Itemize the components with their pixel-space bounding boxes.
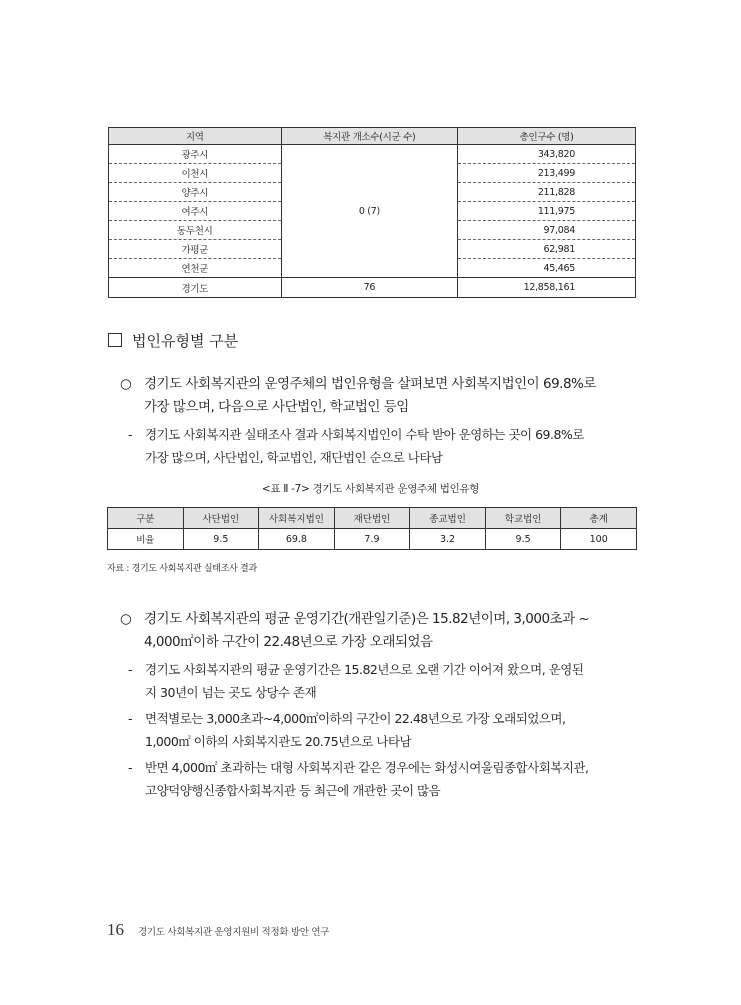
page-footer: [107, 920, 329, 940]
bullet-text-line: 가장 많으며, 다음으로 사단법인, 학교법인 등임: [144, 399, 409, 415]
bullet-text-line: 경기도 사회복지관의 운영주체의 법인유형을 살펴보면 사회복지법인이 69.8%로: [144, 376, 596, 392]
header-total: 총계: [561, 508, 637, 529]
section-title: 법인유형별 구분: [132, 332, 239, 350]
cell-region: 여주시: [109, 202, 282, 221]
cell-value: 9.5: [183, 529, 259, 550]
square-bullet-icon: [108, 333, 122, 347]
table-header-row: [108, 508, 637, 529]
source-note: 자료 : 경기도 사회복지관 실태조사 결과: [107, 564, 257, 574]
cell-value: 100: [561, 529, 637, 550]
cell-total-count: 76: [281, 278, 458, 298]
corporation-type-table: [107, 507, 637, 550]
sub-bullet-item: [128, 756, 640, 802]
cell-population: 111,975: [458, 202, 636, 221]
sub-bullet-text-line: 고양덕양행신종합사회복지관 등 최근에 개관한 곳이 많음: [145, 783, 441, 798]
header-region: 지역: [109, 128, 282, 145]
bullet-text-line: 4,000㎡이하 구간이 22.48년으로 가장 오래되었음: [144, 634, 433, 650]
circle-bullet-icon: ○: [120, 611, 132, 627]
sub-bullet-text-line: 경기도 사회복지관의 평균 운영기간은 15.82년으로 오랜 기간 이어져 왔으며, 운영된: [145, 662, 584, 677]
cell-value: 3.2: [410, 529, 486, 550]
cell-total-region: 경기도: [109, 278, 282, 298]
cell-region: 연천군: [109, 259, 282, 278]
cell-region: 가평군: [109, 240, 282, 259]
cell-population: 97,084: [458, 221, 636, 240]
cell-population: 343,820: [458, 145, 636, 164]
cell-value: 7.9: [334, 529, 410, 550]
table-header-row: [109, 128, 636, 145]
cell-label: 비율: [108, 529, 184, 550]
cell-region: 양주시: [109, 183, 282, 202]
header-social-welfare-corp: 사회복지법인: [259, 508, 335, 529]
section-heading: [108, 330, 238, 351]
header-school-corp: 학교법인: [485, 508, 561, 529]
header-category: 구분: [108, 508, 184, 529]
cell-value: 9.5: [485, 529, 561, 550]
sub-bullet-text-line: 면적별로는 3,000초과~4,000㎡이하의 구간이 22.48년으로 가장 오래되었으며,: [145, 711, 566, 726]
bullet-item: [120, 608, 640, 654]
circle-bullet-icon: ○: [120, 376, 132, 392]
header-religious-corp: 종교법인: [410, 508, 486, 529]
cell-value: 69.8: [259, 529, 335, 550]
dash-bullet-icon: -: [128, 711, 133, 726]
cell-population: 213,499: [458, 164, 636, 183]
running-title: 경기도 사회복지관 운영지원비 적정화 방안 연구: [138, 927, 330, 938]
cell-region: 광주시: [109, 145, 282, 164]
header-facility-count: 복지관 개소수(시군 수): [281, 128, 458, 145]
sub-bullet-text-line: 경기도 사회복지관 실태조사 결과 사회복지법인이 수탁 받아 운영하는 곳이 69.8%로: [145, 427, 584, 442]
sub-bullet-text-line: 지 30년이 넘는 곳도 상당수 존재: [145, 685, 317, 700]
sub-bullet-text-line: 1,000㎡ 이하의 사회복지관도 20.75년으로 나타남: [145, 734, 412, 749]
bullet-text-line: 경기도 사회복지관의 평균 운영기간(개관일기준)은 15.82년이며, 3,000초과 ~: [144, 611, 590, 627]
header-foundation: 재단법인: [334, 508, 410, 529]
cell-population: 62,981: [458, 240, 636, 259]
header-incorporated-association: 사단법인: [183, 508, 259, 529]
header-population: 총인구수 (명): [458, 128, 636, 145]
dash-bullet-icon: -: [128, 427, 133, 442]
region-population-table: [108, 127, 636, 298]
table-total-row: [109, 278, 636, 298]
dash-bullet-icon: -: [128, 662, 133, 677]
bullet-item: [120, 373, 640, 419]
page-number: 16: [107, 920, 124, 939]
cell-region: 동두천시: [109, 221, 282, 240]
sub-bullet-item: [128, 423, 640, 469]
cell-merged-count: 0 (7): [281, 145, 458, 278]
cell-total-population: 12,858,161: [458, 278, 636, 298]
sub-bullet-item: [128, 707, 640, 753]
sub-bullet-item: [128, 658, 640, 704]
table-caption: <표 Ⅱ -7> 경기도 사회복지관 운영주체 법인유형: [261, 483, 480, 495]
sub-bullet-text-line: 반면 4,000㎡ 초과하는 대형 사회복지관 같은 경우에는 화성시여울림종합사회복지관,: [145, 760, 589, 775]
cell-population: 211,828: [458, 183, 636, 202]
cell-region: 이천시: [109, 164, 282, 183]
dash-bullet-icon: -: [128, 760, 133, 775]
table-row: [109, 145, 636, 164]
sub-bullet-text-line: 가장 많으며, 사단법인, 학교법인, 재단법인 순으로 나타남: [145, 450, 443, 465]
table-row: [108, 529, 637, 550]
cell-population: 45,465: [458, 259, 636, 278]
